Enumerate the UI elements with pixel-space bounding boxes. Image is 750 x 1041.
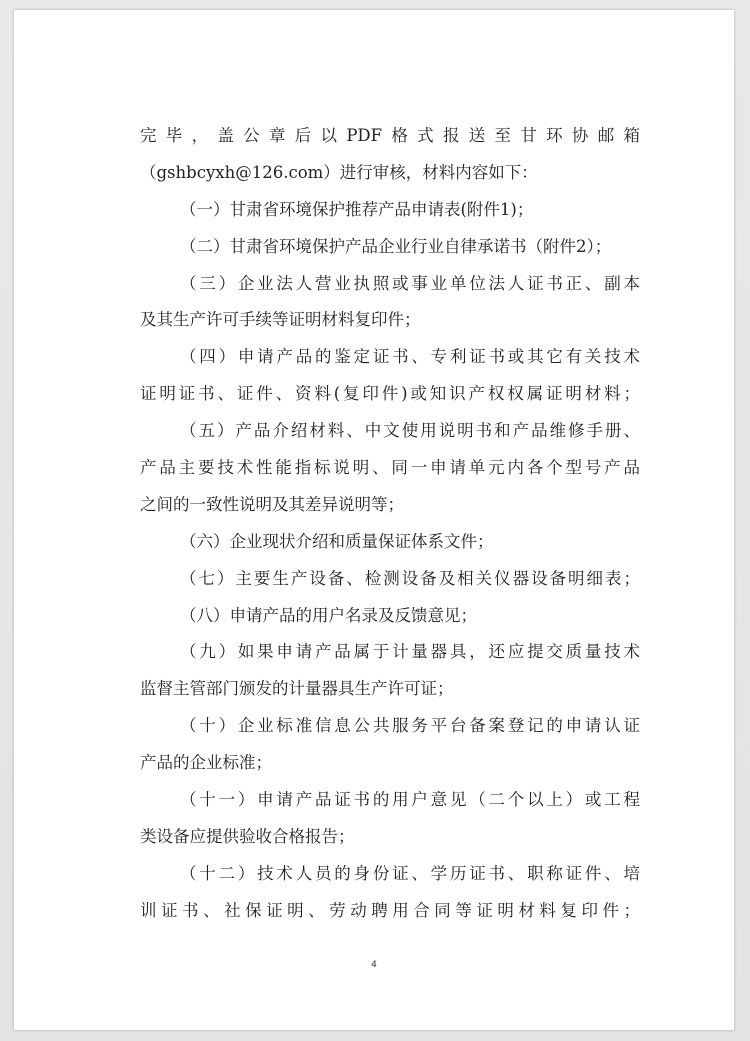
item-5-line-2: 产品主要技术性能指标说明、同一申请单元内各个型号产品	[140, 458, 640, 478]
document-body	[140, 118, 640, 930]
item-4-line-1: （四）申请产品的鉴定证书、专利证书或其它有关技术	[180, 347, 640, 367]
document-page	[14, 10, 734, 1030]
item-3-line-1: （三）企业法人营业执照或事业单位法人证书正、副本	[180, 273, 640, 293]
item-9-line-1: （九）如果申请产品属于计量器具，还应提交质量技术	[180, 642, 640, 662]
item-5-line-1: （五）产品介绍材料、中文使用说明书和产品维修手册、	[180, 421, 640, 441]
page-number: 4	[371, 960, 377, 970]
item-5-line-3: 之间的一致性说明及其差异说明等；	[140, 494, 404, 514]
item-8-line: （八）申请产品的用户名录及反馈意见；	[180, 605, 477, 625]
item-2-line: （二）甘肃省环境保护产品企业行业自律承诺书（附件2）；	[180, 236, 612, 256]
item-12-line-2: 训证书、社保证明、劳动聘用合同等证明材料复印件；	[140, 900, 640, 920]
item-11-line-2: 类设备应提供验收合格报告；	[140, 826, 355, 846]
item-12-line-1: （十二）技术人员的身份证、学历证书、职称证件、培	[180, 863, 640, 883]
item-9-line-2: 监督主管部门颁发的计量器具生产许可证；	[140, 679, 454, 699]
item-3-line-2: 及其生产许可手续等证明材料复印件；	[140, 310, 421, 330]
item-10-line-2: 产品的企业标准；	[140, 753, 272, 773]
item-11-line-1: （十一）申请产品证书的用户意见（二个以上）或工程	[180, 790, 640, 810]
item-6-line: （六）企业现状介绍和质量保证体系文件；	[180, 531, 494, 551]
text-line-2: （gshbcyxh@126.com）进行审核，材料内容如下：	[140, 162, 538, 182]
item-1-line: （一）甘肃省环境保护推荐产品申请表(附件1)；	[180, 199, 534, 219]
text-line-1: 完毕，盖公章后以PDF格式报送至甘环协邮箱	[140, 126, 640, 145]
item-10-line-1: （十）企业标准信息公共服务平台备案登记的申请认证	[180, 716, 640, 736]
item-7-line: （七）主要生产设备、检测设备及相关仪器设备明细表；	[180, 568, 640, 588]
item-4-line-2: 证明证书、证件、资料(复印件)或知识产权权属证明材料；	[140, 384, 640, 404]
